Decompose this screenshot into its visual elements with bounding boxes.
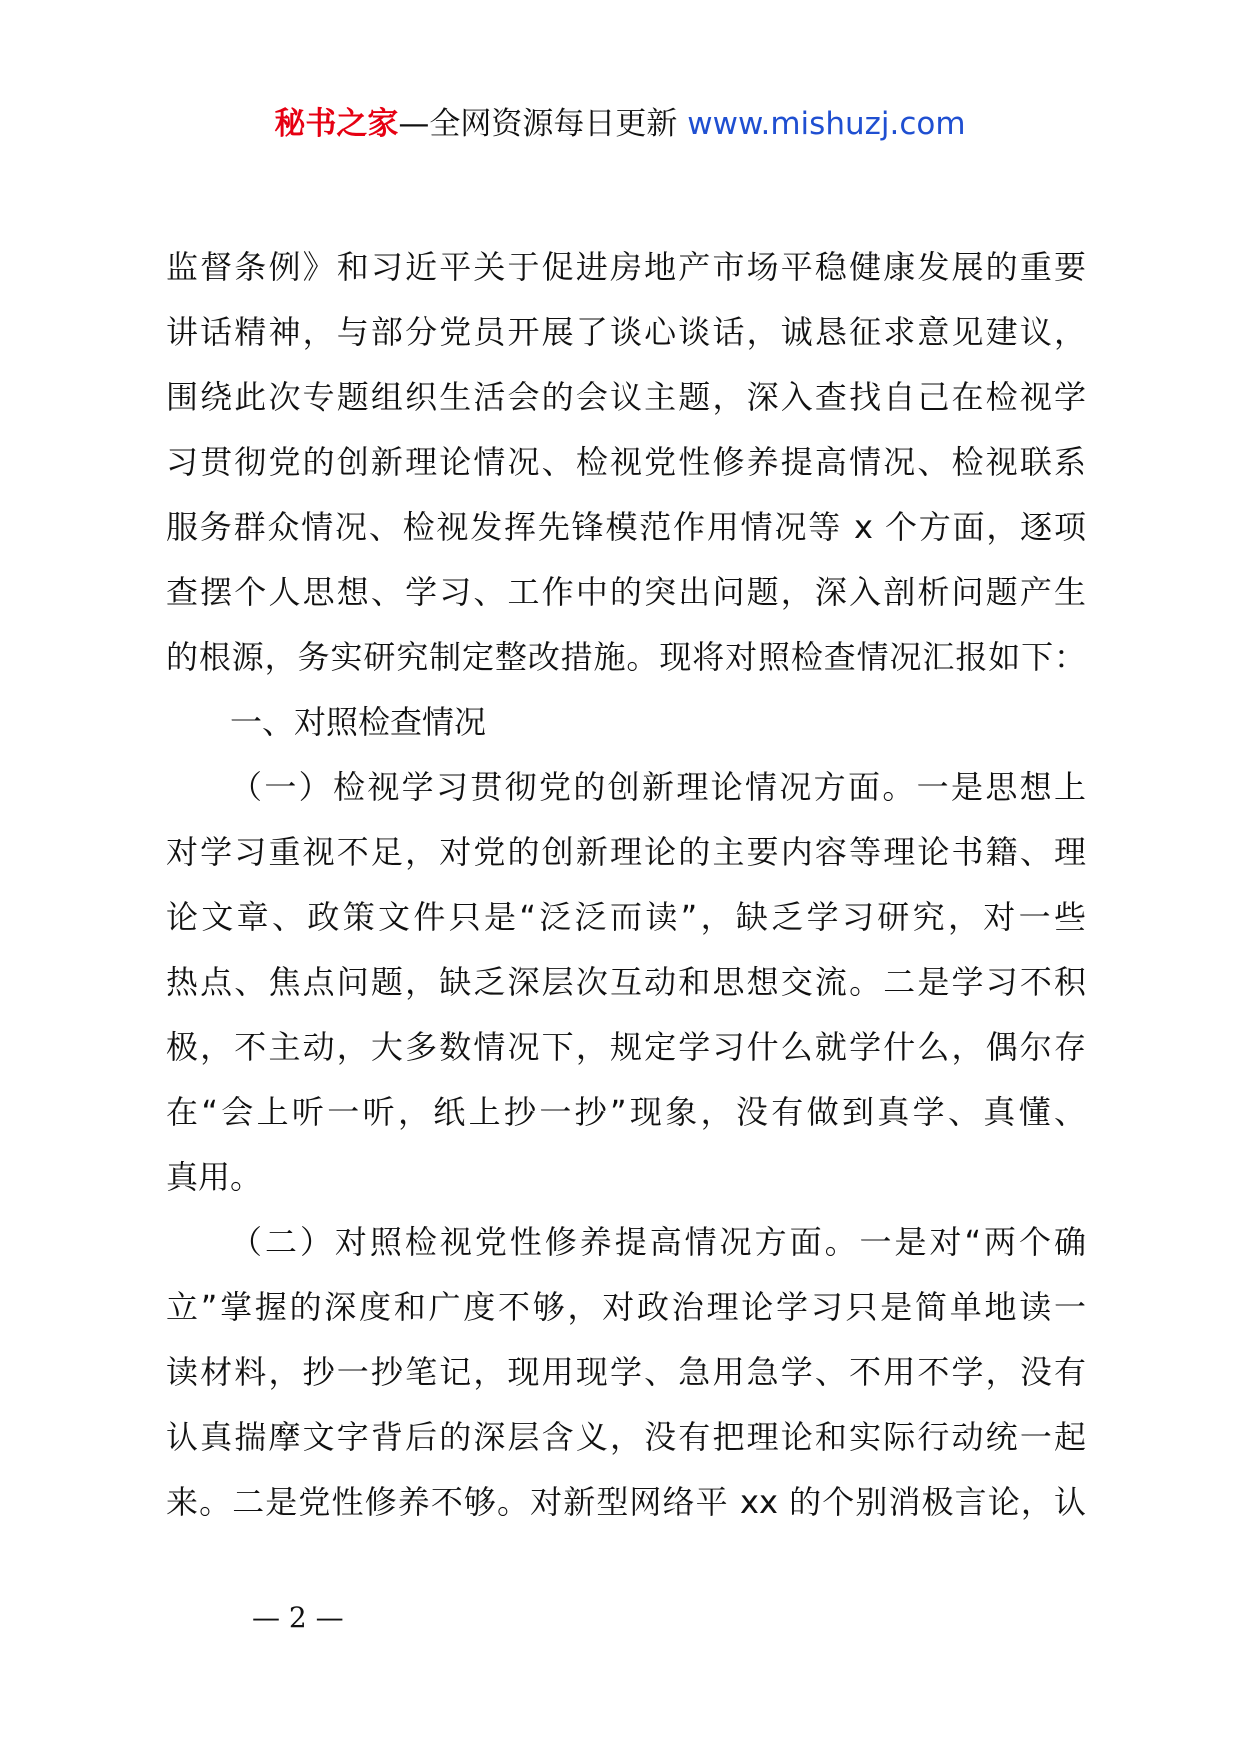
text-line: （二）对照检视党性修养提高情况方面。一是对“两个确 <box>230 1223 1086 1261</box>
text-line: 认真揣摩文字背后的深层含义，没有把理论和实际行动统一起 <box>166 1418 1086 1456</box>
site-url-link[interactable]: www.mishuzj.com <box>687 106 966 142</box>
text-line: 习贯彻党的创新理论情况、检视党性修养提高情况、检视联系 <box>166 443 1086 481</box>
text-line: 的根源，务实研究制定整改措施。现将对照检查情况汇报如下： <box>166 638 1086 676</box>
text-line: 来。二是党性修养不够。对新型网络平 xx 的个别消极言论，认 <box>166 1483 1086 1521</box>
text-line: 围绕此次专题组织生活会的会议主题，深入查找自己在检视学 <box>166 378 1086 416</box>
site-brand: 秘书之家 <box>274 106 399 142</box>
text-line: 在“会上听一听，纸上抄一抄”现象，没有做到真学、真懂、 <box>166 1093 1086 1131</box>
text-line: 对学习重视不足，对党的创新理论的主要内容等理论书籍、理 <box>166 833 1086 871</box>
page-number: — 2 — <box>252 1601 344 1634</box>
section-heading: 一、对照检查情况 <box>230 703 487 741</box>
text-line: 读材料，抄一抄笔记，现用现学、急用急学、不用不学，没有 <box>166 1353 1086 1391</box>
text-line: 讲话精神，与部分党员开展了谈心谈话，诚恳征求意见建议， <box>166 313 1086 351</box>
text-line: 立”掌握的深度和广度不够，对政治理论学习只是简单地读一 <box>166 1288 1086 1326</box>
text-line: 服务群众情况、检视发挥先锋模范作用情况等 x 个方面，逐项 <box>166 508 1086 546</box>
site-tagline: —全网资源每日更新 <box>398 106 678 142</box>
document-body <box>166 235 1086 1535</box>
text-line: 查摆个人思想、学习、工作中的突出问题，深入剖析问题产生 <box>166 573 1086 611</box>
text-line: 论文章、政策文件只是“泛泛而读”，缺乏学习研究，对一些 <box>166 898 1086 936</box>
site-header <box>0 102 1240 146</box>
text-line: 极，不主动，大多数情况下，规定学习什么就学什么，偶尔存 <box>166 1028 1086 1066</box>
text-line: （一）检视学习贯彻党的创新理论情况方面。一是思想上 <box>230 768 1086 806</box>
text-line: 热点、焦点问题，缺乏深层次互动和思想交流。二是学习不积 <box>166 963 1086 1001</box>
text-line: 监督条例》和习近平关于促进房地产市场平稳健康发展的重要 <box>166 248 1086 286</box>
text-line: 真用。 <box>166 1158 263 1196</box>
